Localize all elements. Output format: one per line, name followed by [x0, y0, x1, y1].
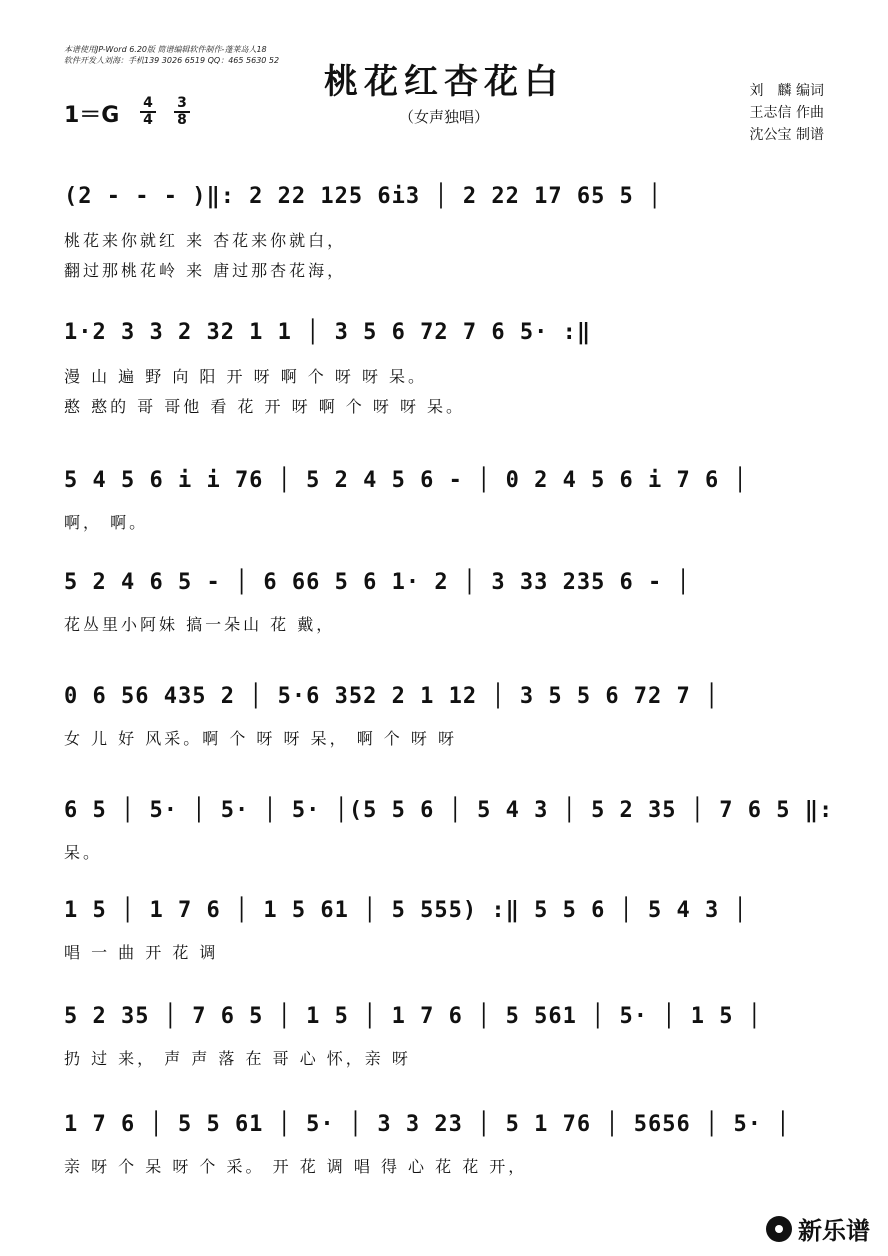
notation-line: (2 - - - )‖: 2 22 125 6i3 │ 2 22 17 65 5 │	[64, 184, 663, 209]
software-line-2: 软件开发人刘海：手机139 3026 6519 QQ：465 5630 52	[64, 56, 280, 65]
lyric-verse-1: 女 儿 好 风采。啊 个 呀 呀 呆， 啊 个 呀 呀	[64, 729, 457, 748]
lyric-verse-1: 呆。	[64, 843, 103, 862]
time-signature-1: 4 4	[140, 96, 156, 128]
lyric-verse-1: 扔 过 来， 声 声 落 在 哥 心 怀，亲 呀	[64, 1049, 411, 1068]
notation-line: 5 2 4 6 5 - │ 6 66 5 6 1· 2 │ 3 33 235 6 - │	[64, 570, 691, 595]
lyric-verse-1: 漫 山 遍 野 向 阳 开 呀 啊 个 呀 呀 呆。	[64, 367, 428, 386]
lyric-verse-1: 唱 一 曲 开 花 调	[64, 943, 219, 962]
notation-line: 5 2 35 │ 7 6 5 │ 1 5 │ 1 7 6 │ 5 561 │ 5· │ 1 5 │	[64, 1004, 763, 1029]
notation-line: 1 5 │ 1 7 6 │ 1 5 61 │ 5 555) :‖ 5 5 6 │ 5 4 3 │	[64, 898, 748, 923]
notation-line: 1 7 6 │ 5 5 61 │ 5· │ 3 3 23 │ 5 1 76 │ 5656 │ 5· │	[64, 1112, 791, 1137]
notation-line: 6 5 │ 5· │ 5· │ 5· │(5 5 6 │ 5 4 3 │ 5 2 35 │ 7 6 5 ‖:	[64, 798, 834, 823]
composer: 王志信 作曲	[749, 105, 824, 121]
song-title: 桃花红杏花白	[324, 62, 564, 102]
logo-text: 新乐谱	[798, 1217, 870, 1245]
notation-line: 5 4 5 6 i i 76 │ 5 2 4 5 6 - │ 0 2 4 5 6 i 7 6 │	[64, 468, 748, 493]
credits	[750, 80, 824, 146]
key-signature: 1＝G	[64, 103, 120, 128]
time-signature-2: 3 8	[174, 96, 190, 128]
record-disc-icon	[766, 1216, 792, 1242]
lyric-verse-1: 亲 呀 个 呆 呀 个 采。 开 花 调 唱 得 心 花 花 开，	[64, 1157, 528, 1176]
song-subtitle: （女声独唱）	[398, 108, 489, 126]
site-logo	[766, 1211, 870, 1246]
notation-line: 1·2 3 3 2 32 1 1 │ 3 5 6 72 7 6 5· :‖	[64, 320, 592, 345]
notation-line: 0 6 56 435 2 │ 5·6 352 2 1 12 │ 3 5 5 6 72 7 │	[64, 684, 720, 709]
lyric-verse-2: 憨 憨的 哥 哥他 看 花 开 呀 啊 个 呀 呀 呆。	[64, 397, 466, 416]
lyric-verse-1: 桃花来你就红 来 杏花来你就白，	[64, 231, 347, 250]
lyric-verse-2: 翻过那桃花岭 来 唐过那杏花海，	[64, 261, 347, 280]
software-line-1: 本谱使用JP-Word 6.20版 简谱编辑软件制作-蓬莱岛人18	[64, 45, 267, 54]
transcriber: 沈公宝 制谱	[749, 127, 824, 143]
lyric-verse-1: 啊， 啊。	[64, 513, 149, 532]
lyric-verse-1: 花丛里小阿妹 搞一朵山 花 戴，	[64, 615, 336, 634]
lyricist: 刘 麟 编词	[749, 83, 824, 99]
